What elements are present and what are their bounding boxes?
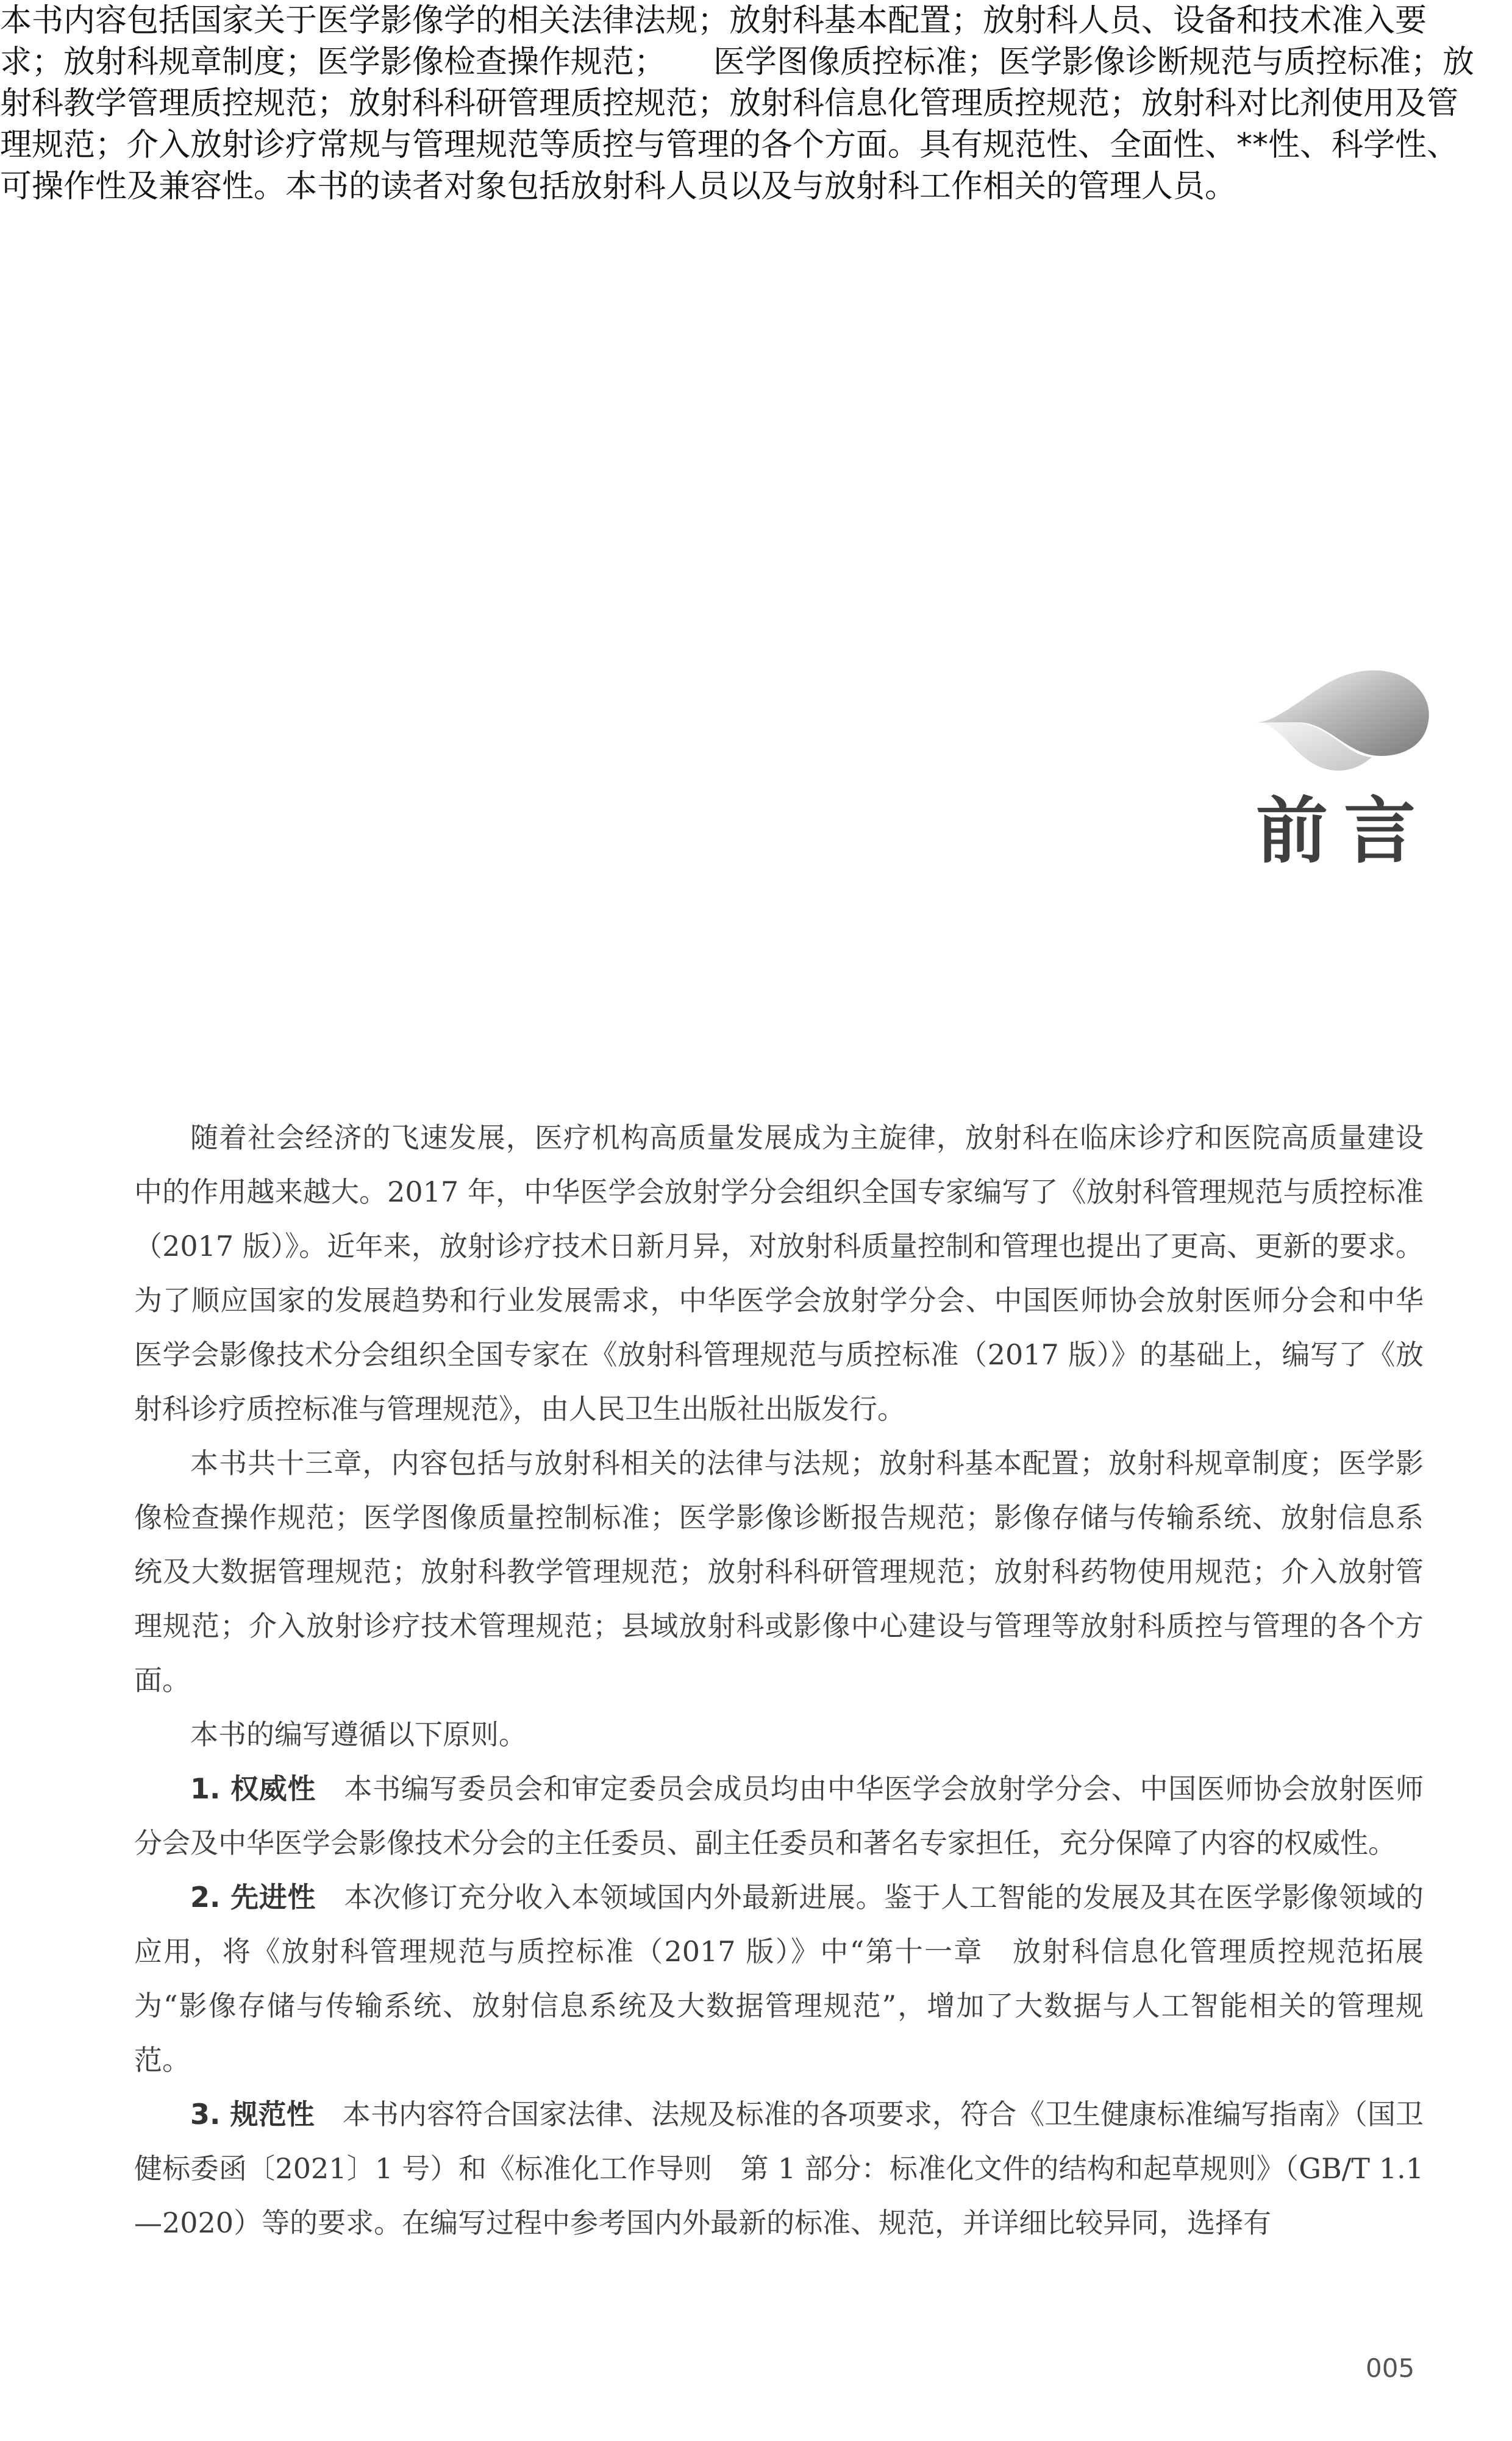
- paragraph: 3. 规范性 本书内容符合国家法律、法规及标准的各项要求，符合《卫生健康标准编写指南》（国卫健标委函〔2021〕1 号）和《标准化工作导则 第 1 部分：标准化文件的结构和起草规则》（GB/T 1.1—2020）等的要求。在编写过程中参考国内外最新的标准、规范，并详细比较异同，选择有: [134, 2098, 1424, 2239]
- paragraph: 1. 权威性 本书编写委员会和审定委员会成员均由中华医学会放射学分会、中国医师协会放射医师分会及中华医学会影像技术分会的主任委员、副主任委员和著名专家担任，充分保障了内容的权威性。: [134, 1772, 1424, 1859]
- page-number: 005: [1366, 2353, 1415, 2383]
- principle-heading: 3. 规范性: [190, 2098, 315, 2131]
- preface-title: 前言: [1256, 789, 1432, 873]
- paragraph: 随着社会经济的飞速发展，医疗机构高质量发展成为主旋律，放射科在临床诊疗和医院高质量建设中的作用越来越大。2017 年，中华医学会放射学分会组织全国专家编写了《放射科管理规范与质控标准（2017 版）》。近年来，放射诊疗技术日新月异，对放射科质量控制和管理也提出了更高、更新的要求。为了顺应国家的发展趋势和行业发展需求，中华医学会放射学分会、中国医师协会放射医师分会和中华医学会影像技术分会组织全国专家在《放射科管理规范与质控标准（2017 版）》的基础上，编写了《放射科诊疗质控标准与管理规范》，由人民卫生出版社出版发行。: [134, 1121, 1424, 1425]
- paragraph: 本书共十三章，内容包括与放射科相关的法律与法规；放射科基本配置；放射科规章制度；医学影像检查操作规范；医学图像质量控制标准；医学影像诊断报告规范；影像存储与传输系统、放射信息系统及大数据管理规范；放射科教学管理规范；放射科科研管理规范；放射科药物使用规范；介入放射管理规范；介入放射诊疗技术管理规范；县域放射科或影像中心建设与管理等放射科质控与管理的各个方面。: [134, 1447, 1424, 1697]
- intro-text: 本书内容包括国家关于医学影像学的相关法律法规；放射科基本配置；放射科人员、设备和技术准入要求；放射科规章制度；医学影像检查操作规范； 医学图像质控标准；医学影像诊断规范与质控标准；放射科教学管理质控规范；放射科科研管理质控规范；放射科信息化管理质控规范；放射科对比剂使用及管理规范；介入放射诊疗常规与管理规范等质控与管理的各个方面。具有规范性、全面性、**性、科学性、可操作性及兼容性。本书的读者对象包括放射科人员以及与放射科工作相关的管理人员。: [0, 2, 1475, 205]
- principle-heading: 1. 权威性: [190, 1772, 316, 1805]
- principle-heading: 2. 先进性: [190, 1881, 316, 1914]
- paragraph: 本书的编写遵循以下原则。: [190, 1718, 527, 1751]
- paragraph: 2. 先进性 本次修订充分收入本领域国内外最新进展。鉴于人工智能的发展及其在医学影像领域的应用，将《放射科管理规范与质控标准（2017 版）》中“第十一章 放射科信息化管理质控规范拓展为“影像存储与传输系统、放射信息系统及大数据管理规范”，增加了大数据与人工智能相关的管理规范。: [134, 1881, 1424, 2076]
- preface-body: [134, 1111, 1424, 2250]
- decorative-swoosh-icon: [1256, 665, 1433, 777]
